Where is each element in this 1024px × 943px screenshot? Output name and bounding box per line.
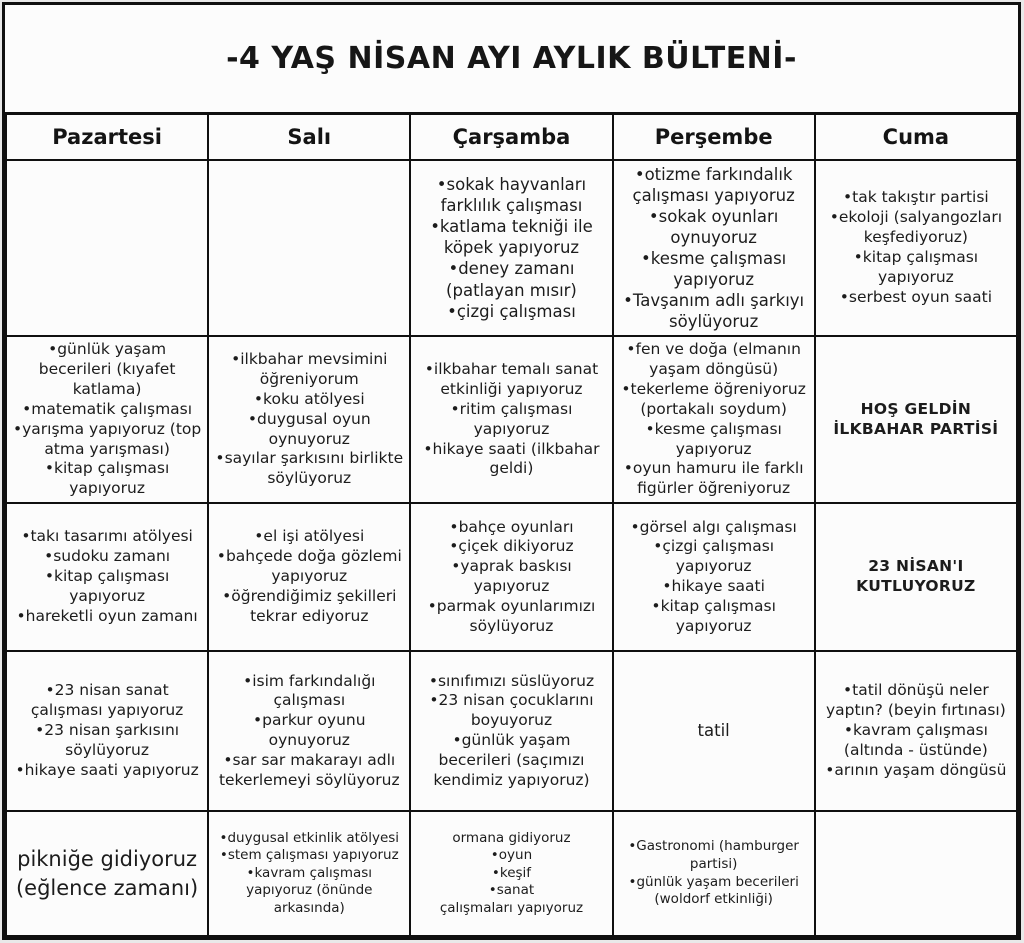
- cell-line: •sayılar şarkısını birlikte söylüyoruz: [215, 449, 404, 488]
- table-cell-r3-c3: [410, 503, 612, 651]
- cell-line: •görsel algı çalışması: [630, 517, 797, 536]
- table-cell-r4-c5: [815, 651, 1017, 811]
- table-cell-r4-c1: [6, 651, 208, 811]
- cell-line: •parmak oyunlarımızı söylüyoruz: [427, 596, 596, 635]
- table-cell-r1-c3: [410, 160, 612, 337]
- table-cell-r3-c5: [815, 503, 1017, 651]
- table-cell-r4-c2: [208, 651, 410, 811]
- cell-line: •çiçek dikiyoruz: [449, 537, 574, 556]
- table-cell-r2-c4: [613, 336, 815, 503]
- cell-line: •hareketli oyun zamanı: [16, 606, 198, 625]
- cell-line: •deney zamanı (patlayan mısır): [446, 259, 577, 300]
- column-header-salı: Salı: [208, 114, 410, 160]
- cell-line: •öğrendiğimiz şekilleri tekrar ediyoruz: [222, 586, 397, 625]
- cell-line: •çizgi çalışması yapıyoruz: [653, 537, 775, 576]
- table-body: [6, 160, 1017, 937]
- page-title: -4 YAŞ NİSAN AYI AYLIK BÜLTENİ-: [226, 41, 797, 76]
- cell-line: •parkur oyunu oynuyoruz: [252, 711, 366, 749]
- cell-line: •günlük yaşam becerileri (saçımızı kendimiz yapıyoruz): [433, 731, 590, 789]
- cell-line: •hikaye saati yapıyoruz: [15, 760, 199, 779]
- cell-line: (eğlence zamanı): [15, 875, 199, 900]
- cell-line: •bahçe oyunları: [449, 517, 574, 536]
- cell-line: •stem çalışması yapıyoruz: [219, 847, 399, 864]
- cell-line: •Tavşanım adlı şarkıyı söylüyoruz: [623, 291, 805, 332]
- cell-line: •günlük yaşam becerileri (kıyafet katlama): [38, 340, 176, 399]
- cell-line: •ilkbahar mevsimini öğreniyorum: [231, 350, 388, 389]
- table-cell-r4-c4: [613, 651, 815, 811]
- cell-line: •el işi atölyesi: [254, 527, 365, 546]
- title-box: [5, 5, 1018, 112]
- cell-line: •23 nisan sanat çalışması yapıyoruz: [30, 681, 184, 720]
- cell-line: •ritim çalışması yapıyoruz: [450, 399, 573, 438]
- column-header-çarşamba: Çarşamba: [410, 114, 612, 160]
- table-cell-r5-c4: [613, 811, 815, 936]
- cell-line: •hikaye saati (ilkbahar geldi): [423, 439, 600, 478]
- cell-line: •sanat: [488, 882, 535, 899]
- cell-line: tatil: [697, 721, 730, 741]
- cell-line: •oyun hamuru ile farklı figürler öğreniyoruz: [623, 459, 804, 498]
- cell-line: •bahçede doğa gözlemi yapıyoruz: [216, 547, 402, 586]
- cell-line: •ilkbahar temalı sanat etkinliği yapıyoruz: [424, 360, 599, 399]
- cell-line: •kitap çalışması yapıyoruz: [853, 247, 979, 286]
- cell-line: •23 nisan şarkısını söylüyoruz: [35, 721, 180, 759]
- bulletin-table: [5, 112, 1018, 937]
- cell-line: KUTLUYORUZ: [856, 577, 976, 595]
- table-cell-r2-c1: [6, 336, 208, 503]
- cell-line: •kitap çalışması yapıyoruz: [44, 567, 170, 605]
- bulletin-page: [2, 2, 1021, 940]
- table-cell-r3-c1: [6, 503, 208, 651]
- cell-line: •duygusal oyun oynuyoruz: [247, 409, 371, 448]
- cell-line: •duygusal etkinlik atölyesi: [219, 829, 400, 846]
- cell-line: İLKBAHAR PARTİSİ: [833, 419, 999, 438]
- cell-line: •tekerleme öğreniyoruz (portakalı soydum): [621, 380, 806, 418]
- cell-line: pikniğe gidiyoruz: [17, 847, 198, 872]
- cell-line: •sudoku zamanı: [44, 547, 171, 566]
- cell-line: •sokak oyunları oynuyoruz: [648, 206, 779, 247]
- table-row-1: [6, 160, 1017, 337]
- cell-line: •koku atölyesi: [253, 389, 365, 408]
- table-row-2: [6, 336, 1017, 503]
- table-cell-r1-c4: [613, 160, 815, 337]
- table-cell-r4-c3: [410, 651, 612, 811]
- cell-line: •kesme çalışması yapıyoruz: [641, 248, 787, 290]
- cell-line: •oyun: [490, 847, 533, 864]
- cell-line: •kesme çalışması yapıyoruz: [645, 419, 782, 458]
- cell-line: çalışmaları yapıyoruz: [439, 899, 584, 916]
- table-cell-r3-c2: [208, 503, 410, 651]
- table-cell-r5-c5: [815, 811, 1017, 936]
- cell-line: ormana gidiyoruz: [452, 829, 571, 846]
- table-cell-r1-c5: [815, 160, 1017, 337]
- cell-line: •matematik çalışması: [22, 399, 193, 418]
- table-cell-r1-c2: [208, 160, 410, 337]
- cell-line: •tak takıştır partisi: [843, 188, 989, 207]
- cell-line: •keşif: [491, 864, 532, 881]
- table-row-4: [6, 651, 1017, 811]
- table-cell-r5-c3: [410, 811, 612, 936]
- cell-line: •23 nisan çocuklarını boyuyoruz: [429, 691, 594, 730]
- table-row-5: [6, 811, 1017, 936]
- table-cell-r2-c3: [410, 336, 612, 503]
- cell-line: •otizme farkındalık çalışması yapıyoruz: [632, 164, 795, 205]
- cell-line: •yaprak baskısı yapıyoruz: [451, 557, 572, 595]
- cell-line: •fen ve doğa (elmanın yaşam döngüsü): [626, 340, 801, 379]
- column-header-cuma: Cuma: [815, 114, 1017, 160]
- cell-line: 23 NİSAN'I: [868, 557, 964, 576]
- table-cell-r2-c5: [815, 336, 1017, 503]
- cell-line: •kavram çalışması (altında - üstünde): [843, 721, 988, 759]
- cell-line: •kitap çalışması yapıyoruz: [651, 596, 776, 635]
- cell-line: •tatil dönüşü neler yaptın? (beyin fırtınası): [825, 681, 1006, 720]
- table-cell-r3-c4: [613, 503, 815, 651]
- table-cell-r1-c1: [6, 160, 208, 337]
- cell-line: •sar sar makarayı adlı tekerlemeyi söylüyoruz: [218, 750, 400, 789]
- header-row: [6, 114, 1017, 160]
- cell-line: •günlük yaşam becerileri (woldorf etkinliği): [628, 873, 799, 908]
- cell-line: •kitap çalışması yapıyoruz: [44, 459, 170, 498]
- column-header-pazartesi: Pazartesi: [6, 114, 208, 160]
- column-header-perşembe: Perşembe: [613, 114, 815, 160]
- table-cell-r5-c1: [6, 811, 208, 936]
- cell-line: •serbest oyun saati: [839, 287, 993, 306]
- cell-line: •katlama tekniği ile köpek yapıyoruz: [430, 217, 593, 258]
- table-cell-r2-c2: [208, 336, 410, 503]
- cell-line: •ekoloji (salyangozları keşfediyoruz): [829, 208, 1003, 247]
- cell-line: •kavram çalışması yapıyoruz (önünde arkasında): [246, 864, 373, 916]
- cell-line: •çizgi çalışması: [447, 301, 576, 321]
- cell-line: •hikaye saati: [662, 577, 765, 595]
- cell-line: •sınıfımızı süslüyoruz: [428, 671, 595, 690]
- cell-line: •yarışma yapıyoruz (top atma yarışması): [12, 419, 202, 458]
- cell-line: •isim farkındalığı çalışması: [243, 671, 376, 710]
- cell-line: •sokak hayvanları farklılık çalışması: [436, 175, 587, 216]
- cell-line: •Gastronomi (hamburger partisi): [628, 838, 799, 872]
- cell-line: •arının yaşam döngüsü: [825, 760, 1007, 779]
- cell-line: HOŞ GELDİN: [860, 399, 972, 418]
- cell-line: •takı tasarımı atölyesi: [21, 527, 193, 546]
- table-cell-r5-c2: [208, 811, 410, 936]
- table-row-3: [6, 503, 1017, 651]
